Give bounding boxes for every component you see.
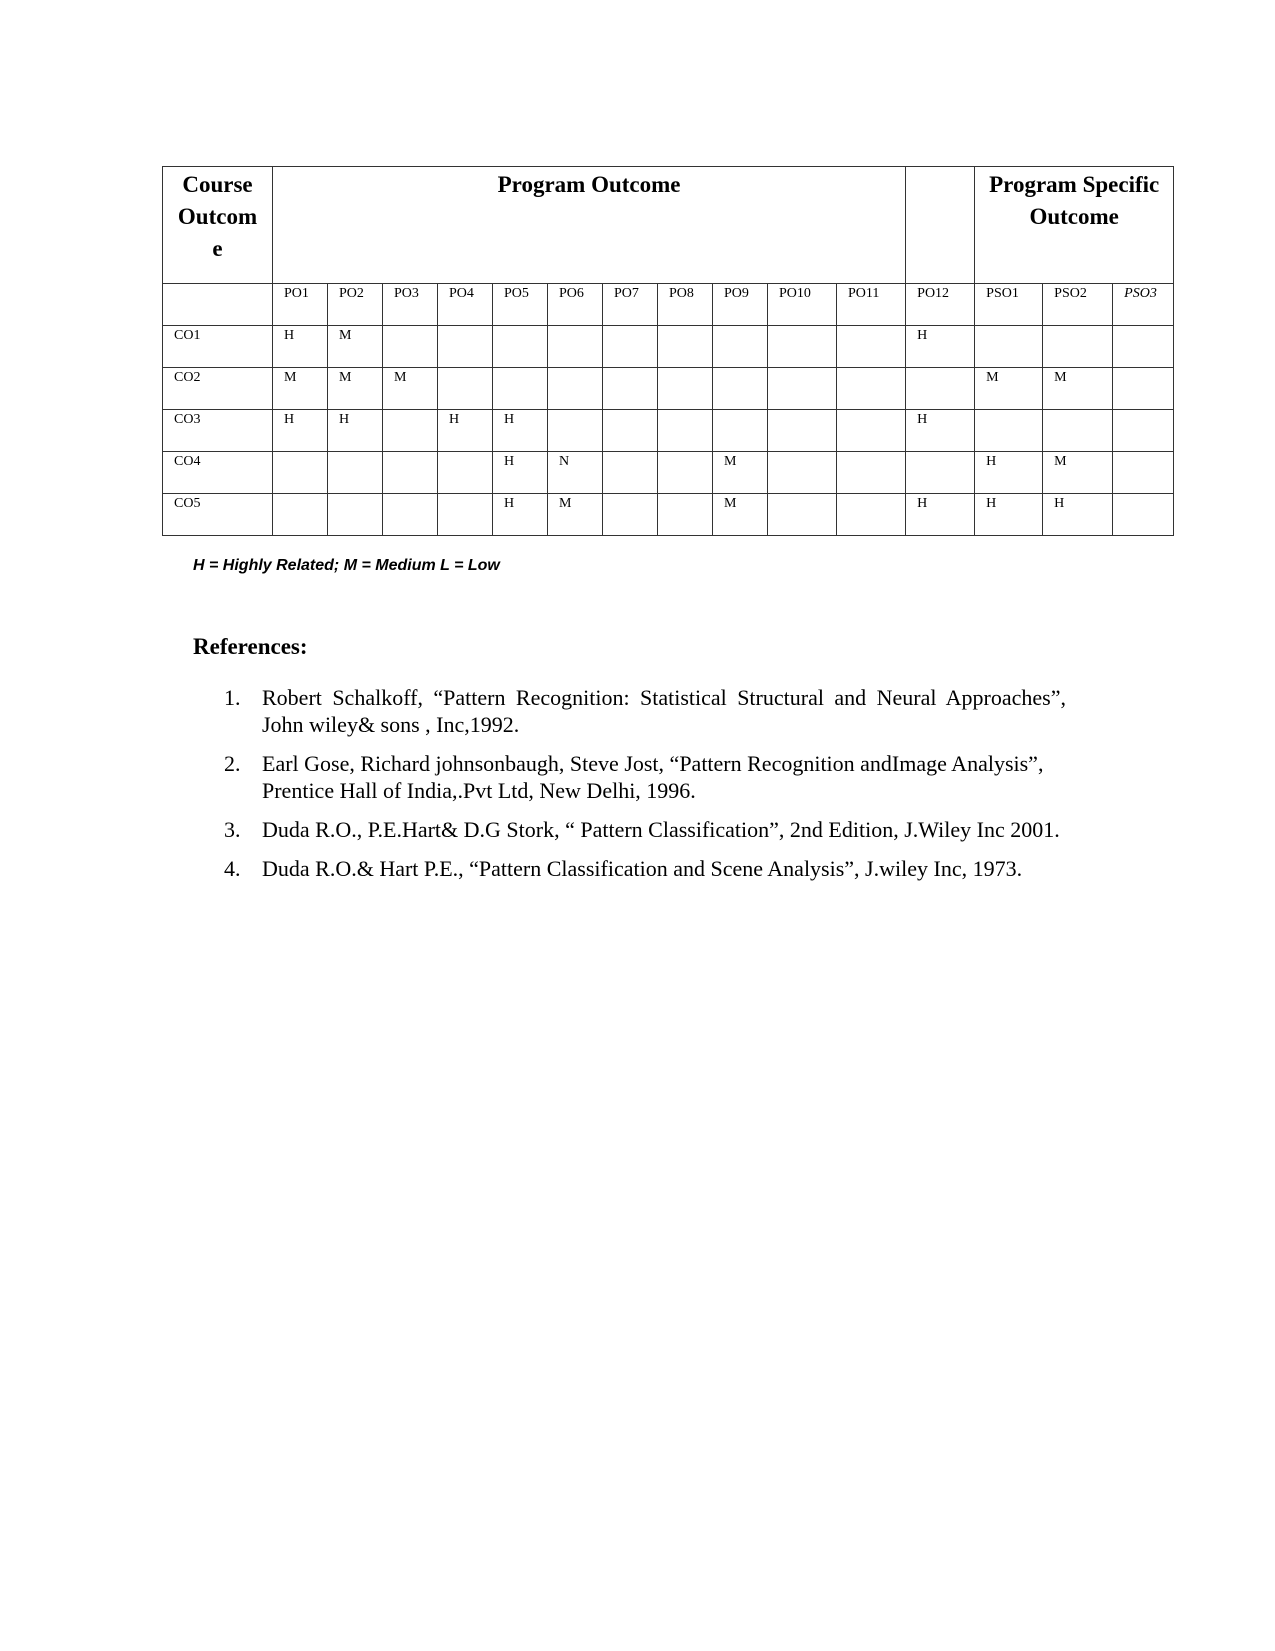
mapping-value: H	[986, 454, 997, 469]
mapping-cell	[975, 494, 1043, 536]
mapping-cell	[438, 452, 493, 494]
mapping-value: H	[917, 496, 928, 511]
mapping-cell	[548, 326, 603, 368]
mapping-value: M	[394, 370, 407, 385]
mapping-cell	[975, 326, 1043, 368]
mapping-value	[768, 494, 836, 496]
mapping-cell	[658, 368, 713, 410]
mapping-value	[438, 494, 492, 496]
mapping-value	[768, 452, 836, 454]
mapping-cell	[493, 326, 548, 368]
co-po-mapping-table	[162, 166, 1174, 536]
mapping-cell	[1043, 368, 1113, 410]
mapping-cell	[713, 410, 768, 452]
mapping-value	[837, 494, 905, 496]
mapping-value	[906, 368, 974, 370]
column-header-label: PO1	[284, 286, 309, 301]
mapping-value: H	[339, 412, 350, 427]
mapping-cell	[603, 368, 658, 410]
mapping-value	[713, 326, 767, 328]
references-heading: References:	[193, 634, 308, 659]
mapping-cell	[273, 326, 328, 368]
mapping-value	[273, 494, 327, 496]
mapping-value	[837, 452, 905, 454]
reference-text: Earl Gose, Richard johnsonbaugh, Steve Jost, “Pattern Recognition andImage Analysis”, Prentice Hall of India,.Pvt Ltd, New Delhi, 1996.	[262, 751, 1044, 803]
mapping-cell	[603, 326, 658, 368]
mapping-cell	[548, 410, 603, 452]
mapping-value	[713, 368, 767, 370]
column-header-cell	[837, 284, 906, 326]
mapping-cell	[658, 452, 713, 494]
reference-number: 4.	[224, 856, 241, 881]
mapping-cell	[383, 410, 438, 452]
empty-header-cell	[906, 167, 975, 284]
reference-list	[224, 684, 1066, 894]
mapping-cell	[493, 452, 548, 494]
mapping-value	[658, 326, 712, 328]
mapping-cell	[713, 368, 768, 410]
course-outcome-cell	[163, 326, 273, 368]
reference-item	[224, 855, 1066, 882]
column-header-cell	[438, 284, 493, 326]
mapping-value	[658, 494, 712, 496]
column-header-cell	[548, 284, 603, 326]
mapping-cell	[1113, 452, 1174, 494]
mapping-cell	[768, 410, 837, 452]
mapping-value	[548, 368, 602, 370]
mapping-cell	[1113, 368, 1174, 410]
column-header-cell	[768, 284, 837, 326]
mapping-cell	[548, 452, 603, 494]
mapping-value	[837, 326, 905, 328]
column-header-label: PO3	[394, 286, 419, 301]
mapping-value	[383, 494, 437, 496]
column-header-label: PO7	[614, 286, 639, 301]
column-header-cell	[658, 284, 713, 326]
mapping-cell	[438, 494, 493, 536]
mapping-value: N	[559, 454, 570, 469]
mapping-value	[837, 368, 905, 370]
mapping-cell	[837, 326, 906, 368]
mapping-value: H	[504, 496, 515, 511]
mapping-value: M	[339, 328, 352, 343]
mapping-value: H	[917, 412, 928, 427]
column-header-label: PO11	[848, 286, 880, 301]
column-label-row	[163, 284, 1174, 326]
reference-text: Duda R.O.& Hart P.E., “Pattern Classification and Scene Analysis”, J.wiley Inc, 1973.	[262, 856, 1023, 881]
mapping-cell	[837, 494, 906, 536]
empty-corner-cell	[163, 284, 273, 326]
reference-item	[224, 684, 1066, 738]
mapping-value	[658, 452, 712, 454]
course-outcome-label: CO2	[174, 370, 201, 385]
column-header-label: PO9	[724, 286, 749, 301]
mapping-value	[438, 326, 492, 328]
course-outcome-label: CO3	[174, 412, 201, 427]
mapping-value	[603, 452, 657, 454]
mapping-value: M	[724, 496, 737, 511]
mapping-cell	[383, 452, 438, 494]
course-outcome-cell	[163, 452, 273, 494]
mapping-cell	[713, 452, 768, 494]
mapping-cell	[713, 494, 768, 536]
mapping-cell	[383, 494, 438, 536]
mapping-cell	[328, 494, 383, 536]
mapping-cell	[438, 368, 493, 410]
mapping-value	[603, 494, 657, 496]
mapping-value	[658, 410, 712, 412]
mapping-cell	[273, 368, 328, 410]
mapping-value	[658, 368, 712, 370]
mapping-value: H	[504, 412, 515, 427]
column-header-cell	[603, 284, 658, 326]
column-header-label: PO2	[339, 286, 364, 301]
mapping-cell	[273, 452, 328, 494]
mapping-cell	[603, 452, 658, 494]
mapping-value	[837, 410, 905, 412]
column-header-cell	[906, 284, 975, 326]
mapping-value	[383, 326, 437, 328]
mapping-value	[328, 452, 382, 454]
reference-item	[224, 750, 1066, 804]
mapping-cell	[906, 494, 975, 536]
mapping-value: H	[284, 412, 295, 427]
mapping-cell	[438, 326, 493, 368]
mapping-cell	[658, 410, 713, 452]
mapping-value	[493, 326, 547, 328]
mapping-value	[1043, 326, 1112, 328]
column-header-cell	[273, 284, 328, 326]
mapping-value	[383, 452, 437, 454]
table-header-row	[163, 167, 1174, 284]
mapping-value	[768, 368, 836, 370]
mapping-value	[1113, 494, 1173, 496]
column-header-cell	[328, 284, 383, 326]
mapping-value	[438, 368, 492, 370]
mapping-value: M	[1054, 454, 1067, 469]
mapping-cell	[906, 452, 975, 494]
mapping-value: M	[724, 454, 737, 469]
reference-text: Duda R.O., P.E.Hart& D.G Stork, “ Pattern Classification”, 2nd Edition, J.Wiley Inc 2001.	[262, 817, 1060, 842]
column-header-label: PO5	[504, 286, 529, 301]
course-outcome-cell	[163, 368, 273, 410]
mapping-value	[548, 326, 602, 328]
table-row	[163, 452, 1174, 494]
mapping-cell	[906, 326, 975, 368]
mapping-value	[383, 410, 437, 412]
program-outcome-header-text: Program Outcome	[497, 172, 681, 197]
mapping-cell	[975, 410, 1043, 452]
mapping-value	[906, 452, 974, 454]
mapping-value	[603, 410, 657, 412]
mapping-cell	[383, 368, 438, 410]
mapping-cell	[493, 494, 548, 536]
mapping-cell	[837, 410, 906, 452]
mapping-cell	[768, 494, 837, 536]
column-header-label: PO6	[559, 286, 584, 301]
course-outcome-label: CO5	[174, 496, 201, 511]
mapping-value	[713, 410, 767, 412]
mapping-value	[603, 368, 657, 370]
program-specific-outcome-header	[975, 167, 1174, 284]
mapping-value	[975, 326, 1042, 328]
reference-number: 1.	[224, 685, 241, 710]
mapping-cell	[1113, 494, 1174, 536]
mapping-value: M	[1054, 370, 1067, 385]
mapping-cell	[548, 494, 603, 536]
mapping-value: H	[504, 454, 515, 469]
mapping-value	[603, 326, 657, 328]
mapping-cell	[328, 326, 383, 368]
column-header-cell	[713, 284, 768, 326]
mapping-cell	[713, 326, 768, 368]
column-header-label: PSO2	[1054, 286, 1087, 301]
course-outcome-header-line: Outcom	[177, 204, 258, 229]
mapping-cell	[328, 410, 383, 452]
mapping-cell	[438, 410, 493, 452]
table-row	[163, 494, 1174, 536]
mapping-cell	[493, 368, 548, 410]
program-outcome-header	[273, 167, 906, 284]
mapping-cell	[1113, 410, 1174, 452]
mapping-value: H	[917, 328, 928, 343]
mapping-cell	[837, 452, 906, 494]
mapping-cell	[658, 494, 713, 536]
course-outcome-cell	[163, 410, 273, 452]
column-header-cell	[1113, 284, 1174, 326]
mapping-cell	[906, 410, 975, 452]
mapping-cell	[1043, 452, 1113, 494]
mapping-value	[768, 410, 836, 412]
mapping-cell	[837, 368, 906, 410]
mapping-cell	[768, 326, 837, 368]
course-outcome-header	[163, 167, 273, 284]
course-outcome-header-line: e	[212, 236, 223, 261]
table-row	[163, 410, 1174, 452]
column-header-label: PO4	[449, 286, 474, 301]
mapping-cell	[328, 368, 383, 410]
mapping-value	[493, 368, 547, 370]
reference-item	[224, 816, 1066, 843]
mapping-value: M	[339, 370, 352, 385]
mapping-value: H	[449, 412, 460, 427]
mapping-value	[768, 326, 836, 328]
course-outcome-cell	[163, 494, 273, 536]
mapping-cell	[1043, 326, 1113, 368]
mapping-value: M	[986, 370, 999, 385]
program-specific-header-line: Outcome	[1029, 204, 1119, 229]
column-header-label: PO8	[669, 286, 694, 301]
course-outcome-label: CO4	[174, 454, 201, 469]
mapping-value	[273, 452, 327, 454]
mapping-cell	[548, 368, 603, 410]
mapping-value: M	[284, 370, 297, 385]
column-header-cell	[383, 284, 438, 326]
mapping-cell	[768, 368, 837, 410]
mapping-value: M	[559, 496, 572, 511]
column-header-cell	[1043, 284, 1113, 326]
program-specific-header-line: Program Specific	[989, 172, 1160, 197]
column-header-label: PO12	[917, 286, 950, 301]
mapping-cell	[1043, 494, 1113, 536]
reference-number: 2.	[224, 751, 241, 776]
course-outcome-label: CO1	[174, 328, 201, 343]
mapping-cell	[975, 368, 1043, 410]
mapping-cell	[1113, 326, 1174, 368]
mapping-cell	[768, 452, 837, 494]
mapping-cell	[493, 410, 548, 452]
mapping-value	[328, 494, 382, 496]
mapping-value	[975, 410, 1042, 412]
mapping-value	[438, 452, 492, 454]
mapping-value	[1043, 410, 1112, 412]
mapping-cell	[975, 452, 1043, 494]
course-outcome-header-line: Course	[182, 172, 253, 197]
reference-number: 3.	[224, 817, 241, 842]
mapping-cell	[273, 494, 328, 536]
mapping-value	[1113, 326, 1173, 328]
column-header-cell	[493, 284, 548, 326]
column-header-label: PSO3	[1124, 286, 1157, 301]
table-row	[163, 368, 1174, 410]
mapping-value: H	[284, 328, 295, 343]
mapping-cell	[658, 326, 713, 368]
mapping-cell	[383, 326, 438, 368]
mapping-cell	[906, 368, 975, 410]
legend: H = Highly Related; M = Medium L = Low	[193, 557, 500, 574]
mapping-value: H	[986, 496, 997, 511]
mapping-value	[1113, 410, 1173, 412]
mapping-cell	[603, 494, 658, 536]
mapping-value: H	[1054, 496, 1065, 511]
mapping-cell	[603, 410, 658, 452]
mapping-cell	[328, 452, 383, 494]
column-header-label: PSO1	[986, 286, 1019, 301]
table-row	[163, 326, 1174, 368]
column-header-label: PO10	[779, 286, 811, 301]
reference-text: Robert Schalkoff, “Pattern Recognition: Statistical Structural and Neural Approaches”, John wiley& sons , Inc,1992.	[262, 685, 1066, 737]
mapping-cell	[273, 410, 328, 452]
mapping-value	[1113, 368, 1173, 370]
mapping-cell	[1043, 410, 1113, 452]
mapping-value	[548, 410, 602, 412]
column-header-cell	[975, 284, 1043, 326]
mapping-value	[1113, 452, 1173, 454]
